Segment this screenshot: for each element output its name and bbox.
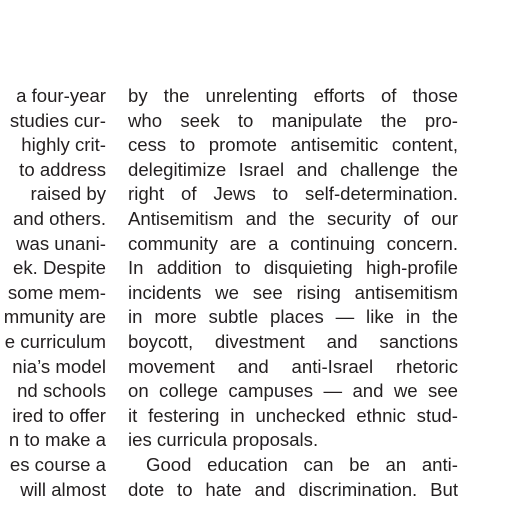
left-column-line: was unani- bbox=[16, 232, 106, 254]
right-column-line: right of Jews to self-determination. bbox=[128, 183, 458, 205]
left-column-line: nd schools bbox=[17, 380, 106, 402]
left-column-line: raised by bbox=[30, 183, 106, 205]
right-column-line: in more subtle places — like in the bbox=[128, 306, 458, 328]
right-text-column bbox=[128, 84, 458, 502]
right-column-line: boycott, divestment and sanctions bbox=[128, 330, 458, 352]
right-column-line: dote to hate and discrimination. But bbox=[128, 478, 458, 500]
left-column-line: es course a bbox=[9, 453, 106, 475]
left-text-column bbox=[0, 84, 106, 502]
left-column-line: ired to offer bbox=[12, 404, 106, 426]
left-column-line: mmunity are bbox=[3, 306, 106, 328]
left-column-line: studies cur- bbox=[9, 109, 106, 131]
right-column-line: cess to promote antisemitic content, bbox=[128, 134, 458, 156]
left-column-line: ek. Despite bbox=[12, 257, 106, 279]
left-column-line: some mem- bbox=[7, 281, 106, 303]
left-column-line: a four-year bbox=[16, 85, 106, 106]
right-column-line: on college campuses — and we see bbox=[128, 380, 458, 402]
right-column-line: by the unrelenting efforts of those bbox=[128, 85, 458, 106]
left-column-line: n to make a bbox=[8, 429, 106, 451]
right-column-line: it festering in unchecked ethnic stud- bbox=[128, 404, 458, 426]
right-column-line: movement and anti-Israel rhetoric bbox=[128, 355, 458, 377]
left-column-line: highly crit- bbox=[21, 134, 106, 156]
left-column-line: will almost bbox=[20, 478, 106, 500]
right-column-line: ies curricula proposals. bbox=[128, 429, 319, 451]
right-column-line: who seek to manipulate the pro- bbox=[128, 109, 458, 131]
right-column-line: In addition to disquieting high-profile bbox=[128, 257, 458, 279]
right-column-line: incidents we see rising antisemitism bbox=[128, 281, 458, 303]
left-column-line: to address bbox=[19, 158, 106, 180]
right-column-line: Antisemitism and the security of our bbox=[128, 207, 458, 229]
left-column-line: e curriculum bbox=[4, 330, 106, 352]
right-column-line: Good education can be an anti- bbox=[146, 453, 458, 475]
right-column-line: community are a continuing concern. bbox=[128, 232, 458, 254]
left-column-line: and others. bbox=[12, 207, 106, 229]
right-column-line: delegitimize Israel and challenge the bbox=[128, 158, 458, 180]
left-column-line: nia’s model bbox=[12, 355, 106, 377]
